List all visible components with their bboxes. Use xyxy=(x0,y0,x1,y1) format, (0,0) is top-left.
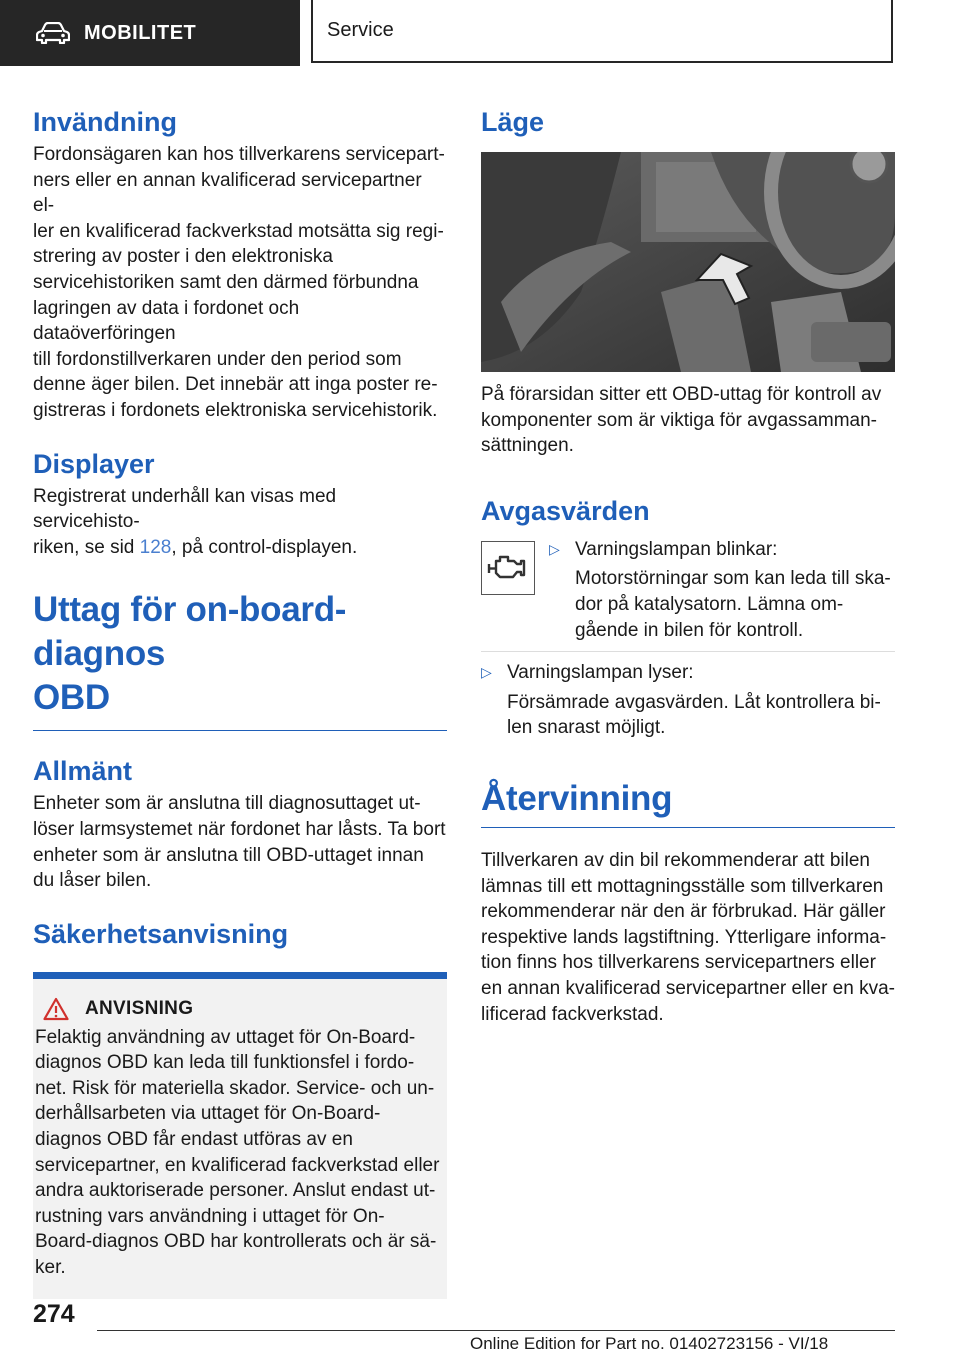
page-link-128[interactable]: 128 xyxy=(139,536,172,558)
text-line: komponenter som är viktiga för avgassamman- xyxy=(481,409,877,431)
section-rule xyxy=(33,730,447,731)
text-line: Board-diagnos OBD har kontrollerats och är sä- xyxy=(35,1231,437,1253)
text-line: ker. xyxy=(35,1257,66,1279)
engine-warning-icon-box xyxy=(481,541,535,595)
text-line: gistreras i fordonets elektroniska servicehistorik. xyxy=(33,399,438,421)
text-line: du låser bilen. xyxy=(33,870,152,892)
text-line: diagnos OBD kan leda till funktionsfel i fordo- xyxy=(35,1052,415,1074)
text-line: ler en kvalificerad fackverkstad motsätta sig regi- xyxy=(33,220,444,242)
list-item xyxy=(481,660,895,741)
warning-text xyxy=(33,1025,447,1281)
right-column xyxy=(481,100,895,1027)
heading-atervinning: Återvinning xyxy=(481,778,673,818)
paragraph-displayer xyxy=(33,484,447,561)
heading-lage: Läge xyxy=(481,107,545,137)
text-fragment: , på control-displayen. xyxy=(171,536,358,558)
text-line: lagringen av data i fordonet och dataöverföringen xyxy=(33,297,300,345)
paragraph-invandning xyxy=(33,142,447,424)
paragraph-allmant xyxy=(33,791,447,893)
text-line: rustning vars användning i uttaget för On- xyxy=(35,1205,385,1227)
car-icon xyxy=(36,22,70,44)
edition-text: Online Edition for Part no. 01402723156 - VI/18 xyxy=(470,1334,829,1353)
text-line: På förarsidan sitter ett OBD-uttag för kontroll av xyxy=(481,384,882,405)
text-line: löser larmsystemet när fordonet har låsts. Ta bort xyxy=(33,818,446,840)
text-line: Felaktig användning av uttaget för On-Board- xyxy=(35,1026,416,1048)
warning-title xyxy=(33,979,447,1021)
text-line: respektive lands lagstiftning. Ytterligare informa- xyxy=(481,926,887,948)
heading-invandning: Invändning xyxy=(33,107,177,137)
text-line: till fordonstillverkaren under den period som xyxy=(33,348,402,370)
section-tab[interactable] xyxy=(0,0,300,66)
text-fragment: riken, se sid xyxy=(33,536,140,558)
text-line: denne äger bilen. Det innebär att inga poster re- xyxy=(33,374,438,396)
text-line: enheter som är anslutna till OBD-uttaget innan xyxy=(33,844,424,866)
chapter-tab[interactable] xyxy=(311,0,893,63)
warning-light-list-2 xyxy=(481,651,895,741)
left-column xyxy=(33,100,447,1299)
heading-allmant: Allmänt xyxy=(33,756,133,787)
warning-light-list xyxy=(549,537,895,643)
text-line: servicehistoriken samt den därmed förbundna xyxy=(33,271,419,293)
chapter-label: Service xyxy=(327,19,394,41)
page-header xyxy=(0,0,960,66)
text-line: net. Risk för materiella skador. Service- och un- xyxy=(35,1077,435,1099)
heading-line: Uttag för on-board-diagnos xyxy=(33,590,347,674)
paragraph-lage xyxy=(481,382,895,459)
text-line: strering av poster i den elektroniska xyxy=(33,246,333,268)
list-item-head: Varningslampan blinkar: xyxy=(575,538,778,560)
warning-bar xyxy=(33,972,447,979)
text-line: Motorstörningar som kan leda till ska- xyxy=(575,568,891,590)
text-line: Försämrade avgasvärden. Låt kontrollera bi- xyxy=(507,691,881,713)
list-item xyxy=(549,537,895,643)
list-item-head: Varningslampan lyser: xyxy=(507,662,694,684)
paragraph-atervinning xyxy=(481,848,895,1027)
section-rule xyxy=(481,827,895,828)
triangle-bullet-icon: ▷ xyxy=(481,664,492,681)
heading-sakerhetsanvisning: Säkerhetsanvisning xyxy=(33,918,289,949)
text-line: tion finns hos tillverkarens servicepartners eller xyxy=(481,952,876,974)
text-line: Tillverkaren av din bil rekommenderar att bilen xyxy=(481,849,870,871)
text-line: derhållsarbeten via uttaget för On-Board- xyxy=(35,1103,381,1125)
text-line: sättningen. xyxy=(481,435,574,457)
text-line: diagnos OBD får endast utföras av en xyxy=(35,1129,353,1151)
heading-avgasvarden: Avgasvärden xyxy=(481,495,650,526)
section-label: MOBILITET xyxy=(84,21,197,44)
text-line: dor på katalysatorn. Lämna om- xyxy=(575,593,844,615)
obd-location-photo xyxy=(481,152,895,372)
page-number: 274 xyxy=(33,1300,75,1328)
text-line xyxy=(33,535,447,561)
heading-displayer: Displayer xyxy=(33,448,155,479)
text-line: len snarast möjligt. xyxy=(507,717,666,739)
heading-line: OBD xyxy=(33,678,110,718)
text-line: lämnas till ett mottagningsställe som tillverkaren xyxy=(481,875,884,897)
footer-rule xyxy=(97,1330,895,1331)
text-line: lificerad fackverkstad. xyxy=(481,1003,664,1025)
check-engine-icon xyxy=(486,553,530,583)
text-line: andra auktoriserade personer. Anslut endast ut- xyxy=(35,1180,436,1202)
avgas-block xyxy=(481,537,895,643)
car-interior-illustration xyxy=(481,152,895,372)
warning-triangle-icon xyxy=(43,997,69,1021)
text-line: ners eller en annan kvalificerad servicepartner el- xyxy=(33,169,422,217)
text-line: gående in bilen för kontroll. xyxy=(575,619,804,641)
triangle-bullet-icon: ▷ xyxy=(549,540,560,557)
text-line: Enheter som är anslutna till diagnosuttaget ut- xyxy=(33,793,421,815)
warning-box xyxy=(33,972,447,1299)
warning-label: ANVISNING xyxy=(85,997,194,1019)
text-line: Registrerat underhåll kan visas med servicehisto- xyxy=(33,485,337,533)
text-line: Fordonsägaren kan hos tillverkarens servicepart- xyxy=(33,144,445,165)
text-line: servicepartner, en kvalificerad fackverkstad eller xyxy=(35,1154,440,1176)
text-line: rekommenderar när den är förbrukad. Här gäller xyxy=(481,901,886,923)
text-line: en annan kvalificerad servicepartner eller en kva- xyxy=(481,977,895,999)
heading-obd xyxy=(33,588,447,720)
